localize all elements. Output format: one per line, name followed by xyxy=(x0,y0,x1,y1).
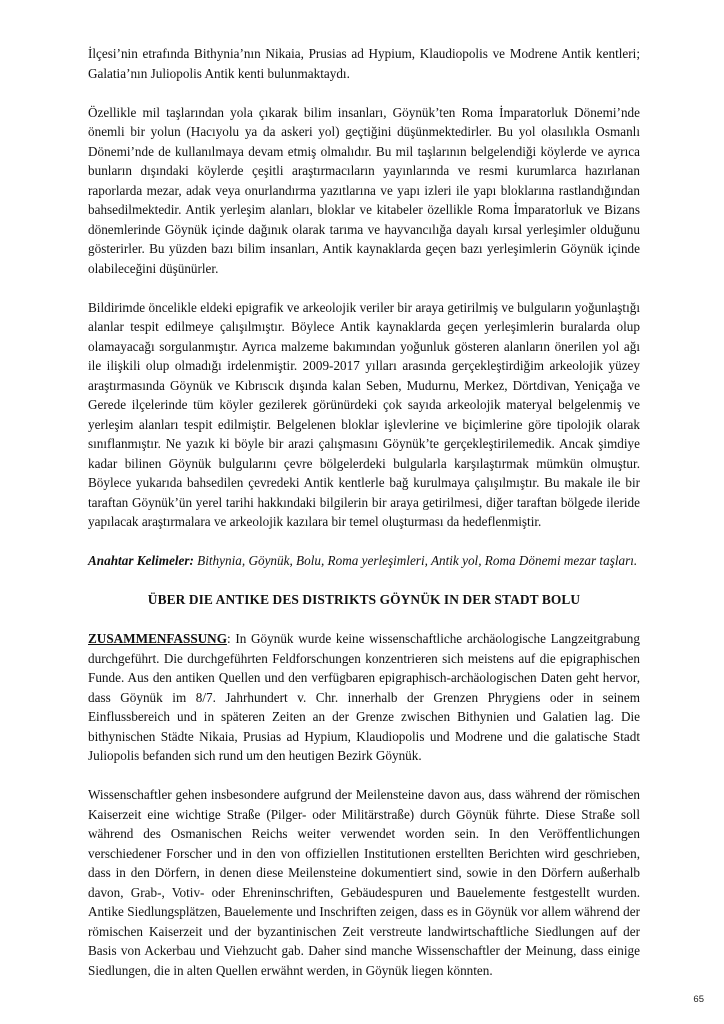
paragraph-de-2: Wissenschaftler gehen insbesondere aufgrund der Meilensteine davon aus, dass während der römischen Kaiserzeit eine wichtige Straße (Pilger- oder Militärstraße) durch Göynük führte. Diese Straße soll während des Osmanischen Reichs weiter verwendet worden sein. In den Veröffentlichungen verschiedener Forscher und in den von offiziellen Institutionen erstellten Berichten wird geschrieben, dass in den Dörfern, in denen diese Meilensteine dokumentiert sind, sowie in den Dörfern außerhalb davon, Grab-, Votiv- oder Ehreninschriften, Gebäudespuren und Bauelemente festgestellt wurden. Antike Siedlungsplätzen, Bauelemente und Inschriften zeigen, dass es in Göynük vor allem während der römischen Kaiserzeit und der byzantinischen Zeit verstreute landwirtschaftliche Siedlungen auf der Basis von Ackerbau und Viehzucht gab. Daher sind manche Wissenschaftler der Meinung, dass einige Siedlungen, die in alten Quellen erwähnt werden, in Göynük liegen könnten. xyxy=(88,787,640,978)
page-body xyxy=(88,44,640,1000)
paragraph-tr-1: İlçesi’nin etrafında Bithynia’nın Nikaia, Prusias ad Hypium, Klaudiopolis ve Modrene Antik kentleri; Galatia’nın Juliopolis Antik kenti bulunmaktaydı. xyxy=(88,46,640,81)
paragraph-tr-3: Bildirimde öncelikle eldeki epigrafik ve arkeolojik veriler bir araya getirilmiş ve bulguların yoğunlaştığı alanlar tespit edilmeye çalışılmıştır. Böylece Antik kaynaklarda geçen yerleşimlerin buralarda olup olamayacağı sorgulanmıştır. Ayrıca malzeme bakımından yoğunluk gösteren alanların önerilen yol ağı ile ilişkili olup olmadığı irdelenmiştir. 2009-2017 yılları arasında gerçekleştirdiğim arkeolojik yüzey araştırmasında Göynük ve Kıbrıscık dışında kalan Seben, Mudurnu, Merkez, Dörtdivan, Yeniçağa ve Gerede ilçelerinde tüm köyler gezilerek görünürdeki çok sayıda arkeolojik materyal belgelenmiş ve yerleşim alanları tespit edilmiştir. Belgelenen bloklar işlevlerine ve biçimlerine göre tipolojik olarak sınıflanmıştır. Ne yazık ki böyle bir arazi çalışmasını Göynük’te gerçekleştirilemedik. Ancak şimdiye kadar bilinen Göynük bulgularını çevre bölgelerdeki bulgularla karşılaştırmak mümkün olmuştur. Böylece yukarıda bahsedilen çevredeki Antik kentlerle bağ kurulmaya çalışılmıştır. Bu makale ile bir taraftan Göynük’ün yerel tarihi hakkındaki bilgilerin bir araya getirilmesi, diğer taraftan bölgede ileride yapılacak araştırmalara ve arkeolojik kazılara bir temel oluşturması da hedeflenmiştir. xyxy=(88,299,640,529)
paragraph-tr-2: Özellikle mil taşlarından yola çıkarak bilim insanları, Göynük’ten Roma İmparatorluk Dönemi’nde önemli bir yolun (Hacıyolu ya da askeri yol) geçtiğini düşünmektedirler. Bu yol olasılıkla Osmanlı Dönemi’nde de kullanılmaya devam etmiş olmalıdır. Bu mil taşlarının belgelendiği köylerde ve ayrıca bunların dışındaki köylerde çeşitli araştırmacıların yayınlarında ve resmi kurumlarca hazırlanan raporlarda mezar, adak veya onurlandırma yazıtlarına ve yapı izleri ile yapı bloklarına rastlandığından bahsedilmektedir. Antik yerleşim alanları, bloklar ve kitabeler özellikle Roma İmparatorluk ve Bizans dönemlerinde Göynük içinde dağınık olarak tarıma ve hayvancılığa dayalı kırsal yerleşimler olduğunu gösterirler. Bu yüzden bazı bilim insanları, Antik kaynaklarda geçen bazı yerleşimlerin Göynük içinde olabileceğini düşünürler. xyxy=(88,104,640,276)
keywords-text: Bithynia, Göynük, Bolu, Roma yerleşimleri, Antik yol, Roma Dönemi mezar taşları. xyxy=(193,553,638,568)
german-title: ÜBER DIE ANTIKE DES DISTRIKTS GÖYNÜK IN DER STADT BOLU xyxy=(147,592,581,607)
zusammenfassung xyxy=(88,629,640,766)
keywords xyxy=(88,551,640,571)
zusammenfassung-label: ZUSAMMENFASSUNG xyxy=(88,631,227,646)
keywords-label: Anahtar Kelimeler: xyxy=(88,553,194,568)
page-number: 65 xyxy=(693,994,704,1005)
zusammenfassung-text: : In Göynük wurde keine wissenschaftliche archäologische Langzeitgrabung durchgeführt. Die durchgeführten Feldforschungen konzentrieren sich meistens auf die epigraphischen Funde. Aus den antiken Quellen und den verfügbaren epigraphisch-archäologischen Daten geht hervor, dass Göynük im 8/7. Jahrhundert v. Chr. innerhalb der Grenzen Phrygiens oder in seinem Einflussbereich und in späteren Zeiten an der Grenze zwischen Bithynien und Galatien lag. Die bithynischen Städte Nikaia, Prusias ad Hypium, Klaudiopolis und Modrene und die galatische Stadt Juliopolis befanden sich rund um den heutigen Bezirk Göynük. xyxy=(88,631,640,763)
